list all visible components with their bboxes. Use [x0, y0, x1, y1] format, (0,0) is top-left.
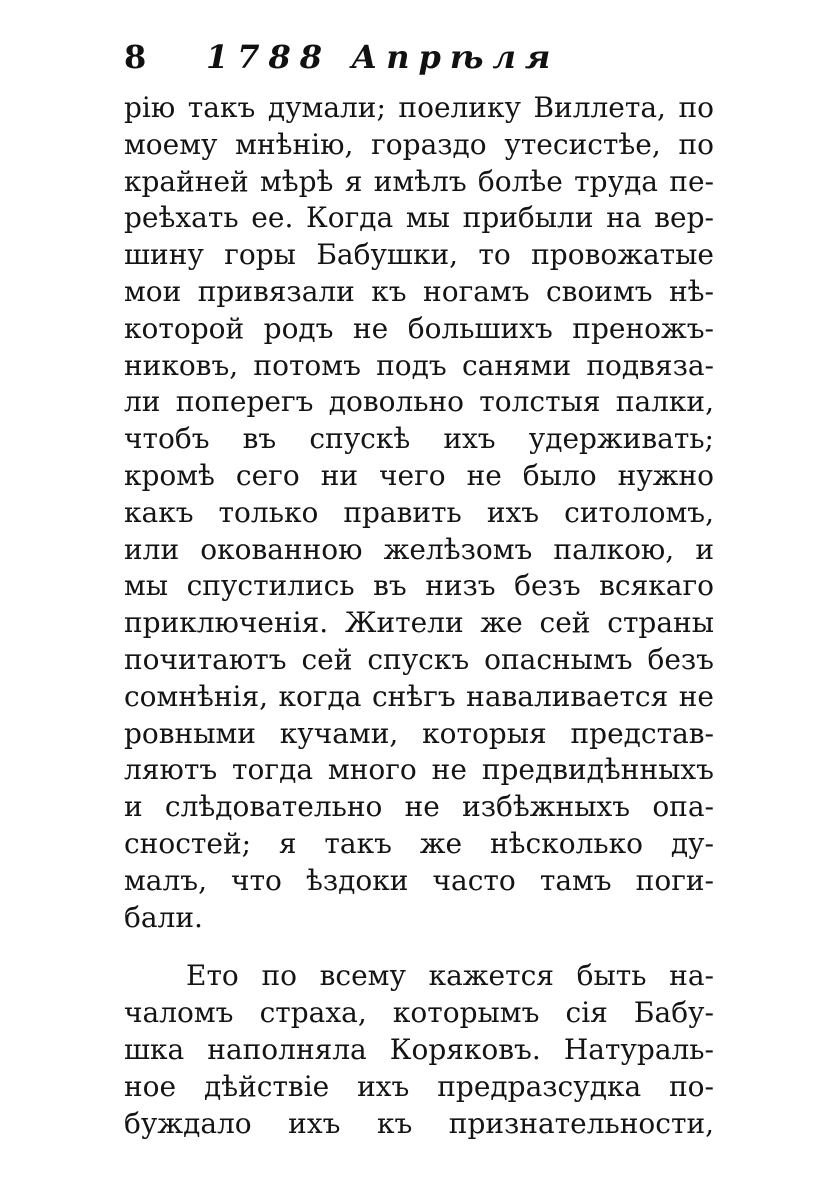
- running-head: [124, 38, 714, 82]
- text-body: [124, 90, 714, 1142]
- text-line: Ето по всему кажется быть на-: [186, 959, 714, 993]
- text-line: буждало ихъ къ признательности,: [124, 1106, 714, 1140]
- text-line: мы спустились въ низъ безъ всякаго: [124, 569, 714, 603]
- text-line: чтобъ въ спускѣ ихъ удерживать;: [124, 422, 714, 456]
- text-line: сностей; я такъ же нѣсколько ду-: [124, 826, 714, 860]
- text-line: кромѣ сего ни чего не было нужно: [124, 458, 714, 492]
- text-line: ли поперегъ довольно толстыя палки,: [124, 385, 714, 419]
- text-line: крайней мѣрѣ я имѣлъ болѣе труда пе-: [124, 164, 714, 198]
- text-line: моему мнѣнію, гораздо утесистѣе, по: [124, 127, 714, 161]
- text-line: шину горы Бабушки, то провожатые: [124, 238, 714, 272]
- text-line: ное дѣйствіе ихъ предразсудка по-: [124, 1069, 714, 1103]
- text-line: никовъ, потомъ подъ санями подвяза-: [124, 348, 714, 382]
- paragraph-2: [124, 958, 714, 1142]
- text-line: или окованною желѣзомъ палкою, и: [124, 532, 714, 566]
- text-line: ляютъ тогда много не предвидѣнныхъ: [124, 753, 714, 787]
- text-line: бали.: [124, 900, 203, 934]
- text-line: шка наполняла Коряковъ. Натураль-: [124, 1032, 714, 1066]
- text-line: рію такъ думали; поелику Виллета, по: [124, 91, 714, 124]
- text-line: сомнѣнія, когда снѣгъ наваливается не: [124, 679, 714, 713]
- text-line: мои привязали къ ногамъ своимъ нѣ-: [124, 274, 714, 308]
- text-line: почитаютъ сей спускъ опаснымъ безъ: [124, 642, 714, 676]
- text-line: какъ только править ихъ ситоломъ,: [124, 495, 714, 529]
- paragraph-1: [124, 90, 714, 936]
- page-number: 8: [124, 38, 147, 76]
- text-line: ровными кучами, которыя предстaв-: [124, 716, 714, 750]
- text-line: которой родъ не большихъ преножъ-: [124, 311, 714, 345]
- text-line: реѣхать ее. Когда мы прибыли на вер-: [124, 201, 714, 235]
- running-title: 1788 Апрѣля: [206, 38, 560, 76]
- text-line: и слѣдовательно не избѣжныхъ опа-: [124, 790, 714, 824]
- paragraph-gap: [124, 936, 714, 958]
- text-line: приключенія. Жители же сей страны: [124, 606, 714, 640]
- text-line: малъ, что ѣздоки часто тамъ поги-: [124, 863, 714, 897]
- text-line: чаломъ страха, которымъ сія Бабу-: [124, 996, 714, 1030]
